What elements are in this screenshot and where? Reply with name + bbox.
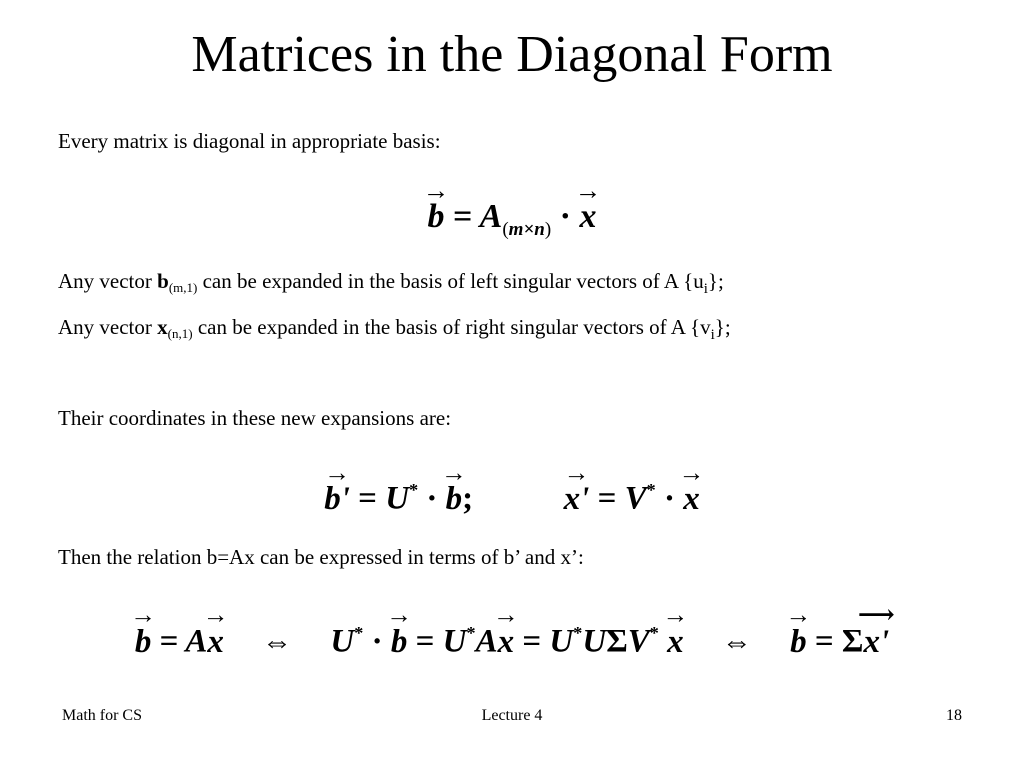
vector-b: → b <box>428 196 445 238</box>
vector-x-prime: → x' <box>564 479 590 519</box>
matrix-v: V <box>624 480 647 517</box>
vector-b-label: b <box>157 269 169 293</box>
equals-sign: = <box>453 198 473 235</box>
sigma-symbol: Σ <box>606 623 628 660</box>
left-basis-text: Any vector $b_{(m,1)}$ can be expanded in the basis of left singular vectors of A $\{u_i\}$; <box>58 269 724 297</box>
matrix-a: A <box>479 198 503 235</box>
matrix-u: U <box>385 480 410 517</box>
right-basis-text: Any vector $x_{(n,1)}$ can be expanded in the basis of right singular vectors of A $\{v_i\}$; <box>58 315 731 343</box>
matrix-dimensions: (m×n) <box>502 219 552 240</box>
iff-arrow: ⇔ <box>721 625 752 659</box>
footer-page-number: 18 <box>946 707 962 724</box>
vector-x-label: x <box>157 315 168 339</box>
intro-text: Every matrix is diagonal in appropriate basis: <box>58 129 441 153</box>
equation-coordinates: → b' = U* · → b; → x' = V* · → x <box>0 470 1024 519</box>
vector-b: → b <box>446 479 463 519</box>
vector-x: → x <box>580 196 597 238</box>
equation-b-equals-ax <box>0 196 1024 251</box>
footer-lecture: Lecture 4 <box>481 707 543 724</box>
vector-x-prime: ⟶ x' <box>864 621 890 663</box>
vector-x: → x <box>683 479 700 519</box>
footer-course: Math for CS <box>62 707 142 724</box>
vector-b-prime: → b' <box>324 479 350 519</box>
page-title: Matrices in the Diagonal Form <box>191 26 833 83</box>
coordinates-text: Their coordinates in these new expansions are: <box>58 406 452 430</box>
relation-text: Then the relation b=Ax can be expressed in terms of b’ and x’: <box>58 545 584 569</box>
equation-relation: → b = A→ x ⇔ U* · → b = U*A→ x = U*UΣV* → x ⇔ → b = Σ⟶ x' <box>0 612 1024 664</box>
dot-operator: · <box>559 198 571 235</box>
iff-arrow: ⇔ <box>262 625 293 659</box>
